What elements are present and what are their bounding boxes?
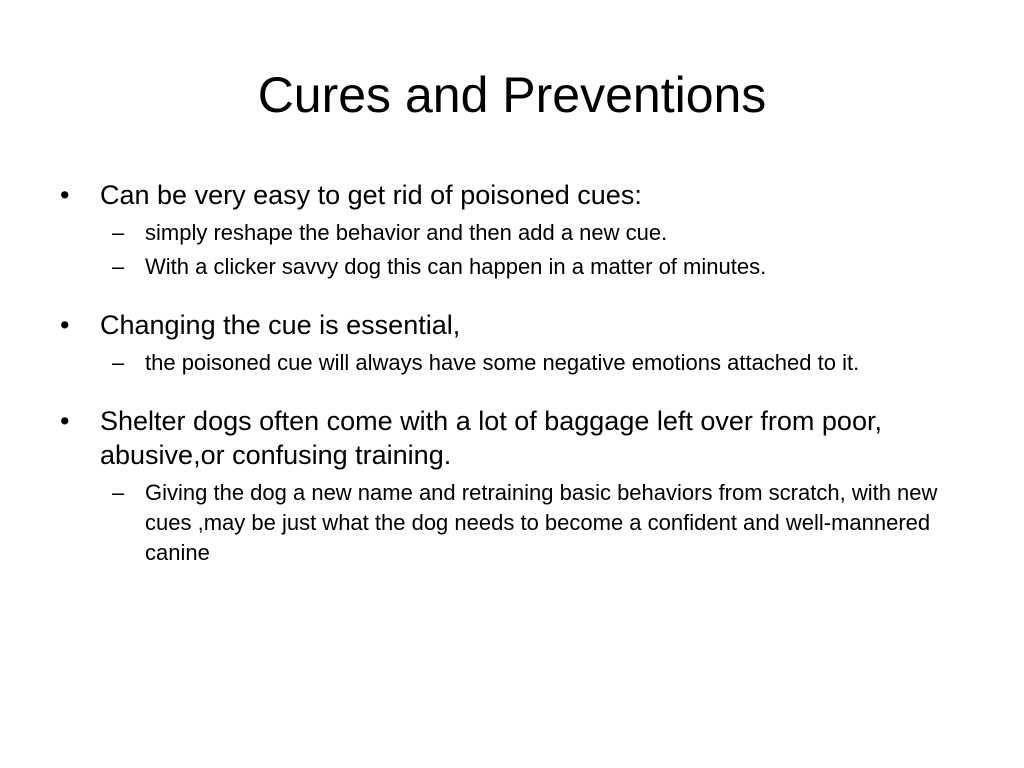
bullet-text: Can be very easy to get rid of poisoned cues:	[100, 180, 642, 210]
sub-bullet-list	[100, 478, 958, 568]
sub-bullet-item	[100, 478, 955, 568]
sub-bullet-text: simply reshape the behavior and then add a new cue.	[145, 220, 668, 245]
sub-bullet-item	[100, 348, 955, 378]
sub-bullet-list	[100, 218, 958, 282]
bullet-text: Changing the cue is essential,	[100, 310, 461, 340]
sub-bullet-text: With a clicker savvy dog this can happen in a matter of minutes.	[145, 254, 767, 279]
bullet-marker: •	[60, 406, 70, 436]
sub-bullet-marker: –	[112, 254, 125, 279]
bullet-marker: •	[60, 180, 70, 210]
slide-body	[58, 178, 958, 568]
slide-title: Cures and Preventions	[257, 67, 767, 123]
sub-bullet-marker: –	[112, 220, 125, 245]
bullet-item	[58, 178, 958, 282]
sub-bullet-list	[100, 348, 958, 378]
bullet-marker: •	[60, 310, 70, 340]
sub-bullet-item	[100, 252, 955, 282]
sub-bullet-marker: –	[112, 350, 125, 375]
sub-bullet-item	[100, 218, 955, 248]
bullet-item	[58, 404, 958, 568]
sub-bullet-marker: –	[112, 480, 125, 505]
bullet-item	[58, 308, 958, 378]
sub-bullet-text: the poisoned cue will always have some negative emotions attached to it.	[145, 350, 860, 375]
bullet-text: Shelter dogs often come with a lot of baggage left over from poor, abusive,or confusing training.	[100, 406, 882, 470]
sub-bullet-text: Giving the dog a new name and retraining basic behaviors from scratch, with new cues ,may be just what the dog needs to become a confident and well-mannered canine	[145, 480, 938, 565]
